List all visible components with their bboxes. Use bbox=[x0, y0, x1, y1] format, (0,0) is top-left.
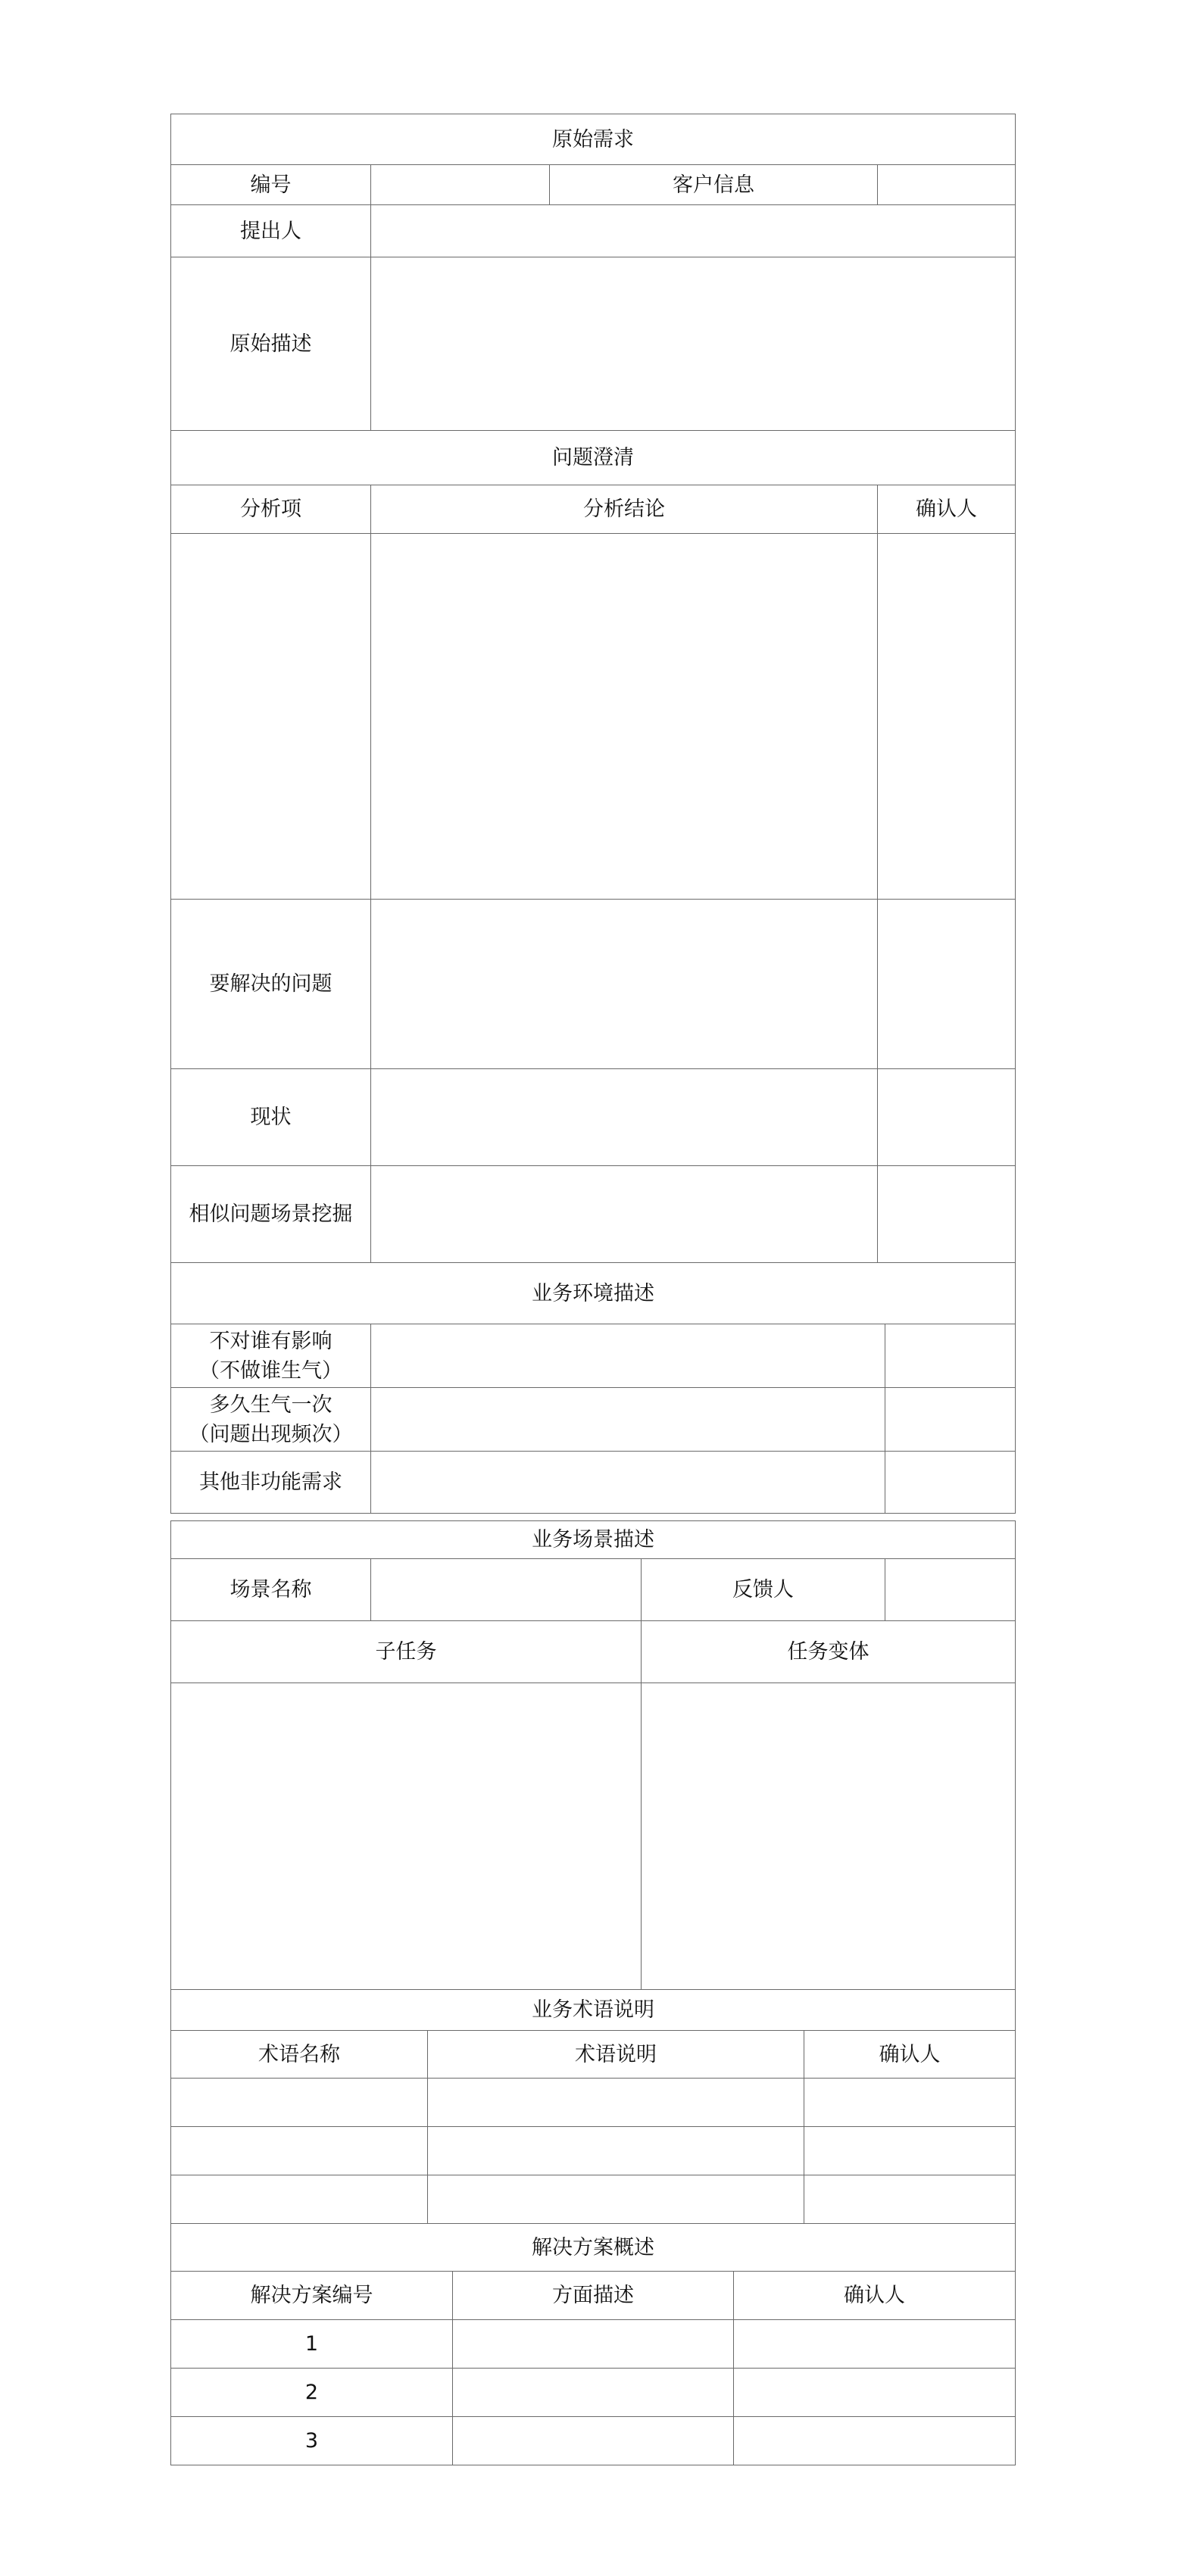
term-confirmer-cell[interactable] bbox=[804, 2079, 1016, 2127]
customer-info-label: 客户信息 bbox=[550, 165, 878, 205]
term-description-cell[interactable] bbox=[428, 2175, 804, 2224]
solution-confirmer-cell[interactable] bbox=[734, 2320, 1016, 2369]
impact-label-line2: （不做谁生气） bbox=[199, 1358, 342, 1383]
col-term-name: 术语名称 bbox=[171, 2031, 428, 2079]
frequency-confirmer-cell[interactable] bbox=[885, 1388, 1016, 1452]
task-variant-header: 任务变体 bbox=[642, 1621, 1016, 1683]
analysis-conclusion-cell[interactable] bbox=[371, 534, 878, 900]
original-description-label: 原始描述 bbox=[171, 257, 371, 431]
col-solution-confirmer: 确认人 bbox=[734, 2272, 1016, 2320]
problem-to-solve-confirmer-cell[interactable] bbox=[878, 900, 1016, 1069]
impact-value-cell[interactable] bbox=[371, 1324, 885, 1388]
section-environment-title: 业务环境描述 bbox=[171, 1263, 1016, 1324]
proposer-label: 提出人 bbox=[171, 205, 371, 257]
requirement-form-table bbox=[170, 114, 1016, 1324]
term-confirmer-cell[interactable] bbox=[804, 2127, 1016, 2175]
section-scenario-title: 业务场景描述 bbox=[171, 1521, 1016, 1559]
subtask-header: 子任务 bbox=[171, 1621, 642, 1683]
section-solutions-title: 解决方案概述 bbox=[171, 2224, 1016, 2272]
subtask-content-cell[interactable] bbox=[171, 1683, 642, 1990]
impact-label-line1: 不对谁有影响 bbox=[209, 1329, 333, 1353]
frequency-value-cell[interactable] bbox=[371, 1388, 885, 1452]
col-analysis-conclusion: 分析结论 bbox=[371, 485, 878, 534]
task-variant-content-cell[interactable] bbox=[642, 1683, 1016, 1990]
confirmer-cell[interactable] bbox=[878, 534, 1016, 900]
solution-confirmer-cell[interactable] bbox=[734, 2417, 1016, 2465]
impact-confirmer-cell[interactable] bbox=[885, 1324, 1016, 1388]
solution-id-cell: 1 bbox=[171, 2320, 453, 2369]
proposer-value-cell[interactable] bbox=[371, 205, 1016, 257]
term-name-cell[interactable] bbox=[171, 2175, 428, 2224]
col-term-description: 术语说明 bbox=[428, 2031, 804, 2079]
term-name-cell[interactable] bbox=[171, 2079, 428, 2127]
frequency-label bbox=[171, 1388, 371, 1452]
frequency-label-line2: （问题出现频次） bbox=[189, 1422, 353, 1446]
col-analysis-item: 分析项 bbox=[171, 485, 371, 534]
col-confirmer: 确认人 bbox=[878, 485, 1016, 534]
status-quo-confirmer-cell[interactable] bbox=[878, 1069, 1016, 1166]
aspect-description-cell[interactable] bbox=[453, 2417, 734, 2465]
terms-table bbox=[170, 2030, 1016, 2272]
term-confirmer-cell[interactable] bbox=[804, 2175, 1016, 2224]
col-solution-id: 解决方案编号 bbox=[171, 2272, 453, 2320]
frequency-label-line1: 多久生气一次 bbox=[209, 1392, 333, 1417]
aspect-description-cell[interactable] bbox=[453, 2369, 734, 2417]
col-aspect-description: 方面描述 bbox=[453, 2272, 734, 2320]
feedback-person-label: 反馈人 bbox=[642, 1559, 885, 1621]
term-description-cell[interactable] bbox=[428, 2079, 804, 2127]
solution-confirmer-cell[interactable] bbox=[734, 2369, 1016, 2417]
non-functional-value-cell[interactable] bbox=[371, 1452, 885, 1514]
similar-scenario-confirmer-cell[interactable] bbox=[878, 1166, 1016, 1263]
similar-scenario-conclusion-cell[interactable] bbox=[371, 1166, 878, 1263]
scenario-name-value-cell[interactable] bbox=[371, 1559, 642, 1621]
problem-to-solve-conclusion-cell[interactable] bbox=[371, 900, 878, 1069]
customer-info-value-cell[interactable] bbox=[878, 165, 1016, 205]
scenario-table bbox=[170, 1520, 1016, 2031]
term-name-cell[interactable] bbox=[171, 2127, 428, 2175]
solution-id-cell: 3 bbox=[171, 2417, 453, 2465]
original-description-value-cell[interactable] bbox=[371, 257, 1016, 431]
non-functional-confirmer-cell[interactable] bbox=[885, 1452, 1016, 1514]
aspect-description-cell[interactable] bbox=[453, 2320, 734, 2369]
feedback-person-value-cell[interactable] bbox=[885, 1559, 1016, 1621]
term-description-cell[interactable] bbox=[428, 2127, 804, 2175]
solutions-table bbox=[170, 2271, 1016, 2465]
id-label: 编号 bbox=[171, 165, 371, 205]
similar-scenario-label: 相似问题场景挖掘 bbox=[171, 1166, 371, 1263]
environment-table bbox=[170, 1324, 1016, 1514]
section-clarification-title: 问题澄清 bbox=[171, 431, 1016, 485]
scenario-name-label: 场景名称 bbox=[171, 1559, 371, 1621]
non-functional-label: 其他非功能需求 bbox=[171, 1452, 371, 1514]
col-term-confirmer: 确认人 bbox=[804, 2031, 1016, 2079]
problem-to-solve-label: 要解决的问题 bbox=[171, 900, 371, 1069]
section-original-requirement-title: 原始需求 bbox=[171, 114, 1016, 165]
analysis-item-cell[interactable] bbox=[171, 534, 371, 900]
impact-label bbox=[171, 1324, 371, 1388]
solution-id-cell: 2 bbox=[171, 2369, 453, 2417]
id-value-cell[interactable] bbox=[371, 165, 550, 205]
section-terms-title: 业务术语说明 bbox=[171, 1990, 1016, 2031]
status-quo-conclusion-cell[interactable] bbox=[371, 1069, 878, 1166]
status-quo-label: 现状 bbox=[171, 1069, 371, 1166]
